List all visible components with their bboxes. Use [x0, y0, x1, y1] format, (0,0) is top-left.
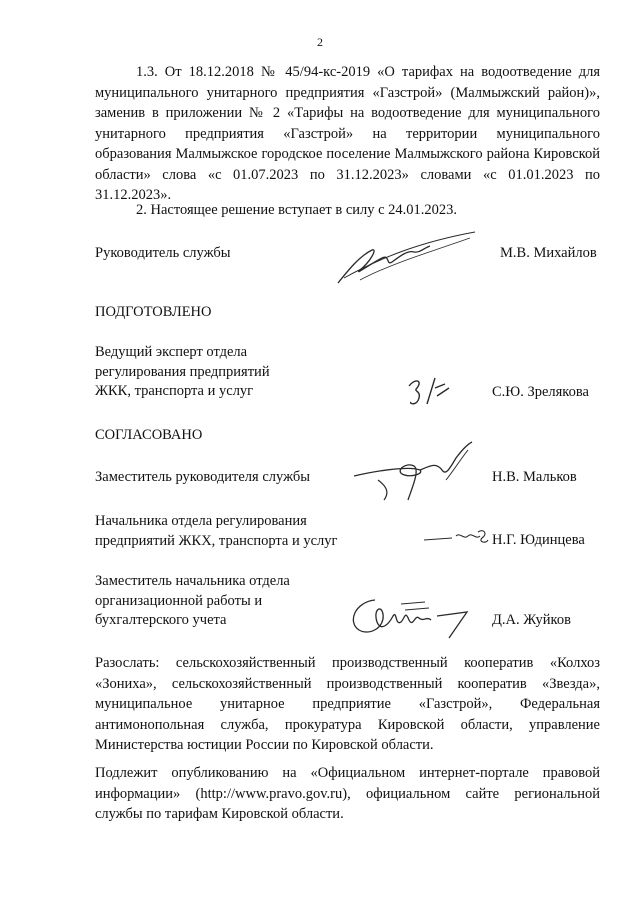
signer-3-signature — [345, 592, 485, 642]
signer-1-role: Заместитель руководителя службы — [95, 469, 311, 485]
publication-note: Подлежит опубликованию на «Официальном интернет-портале правовой информации» (http://www.pravo.gov.ru), официальном сайте региональной службы по тарифам Кировской области. — [95, 765, 600, 822]
paragraph-2: 2. Настоящее решение вступает в силу с 24.01.2023. — [136, 202, 458, 218]
page-number: 2 — [317, 35, 323, 49]
signer-1-signature — [350, 440, 480, 506]
signer-2-role: Начальника отдела регулирования предприятий ЖКХ, транспорта и услуг — [95, 513, 338, 549]
head-name: М.В. Михайлов — [500, 245, 597, 261]
signer-3-name: Д.А. Жуйков — [492, 612, 571, 628]
signer-1-name: Н.В. Мальков — [492, 469, 577, 485]
signer-2-signature — [422, 526, 492, 548]
prepared-heading: ПОДГОТОВЛЕНО — [95, 304, 212, 320]
signer-3-role: Заместитель начальника отдела организационной работы и бухгалтерского учета — [95, 573, 290, 628]
paragraph-1-3: 1.3. От 18.12.2018 № 45/94-кс-2019 «О тарифах на водоотведение для муниципального унитарного предприятия «Газстрой» (Малмыжский район)», заменив в приложении № 2 «Тарифы на водоотведение для муниципального унитарного предприятия «Газстрой» на территории муниципального образования Малмыжское городское поселение Малмыжского района Кировской области» слова «с 01.07.2023 по 31.12.2023» словами «с 01.01.2023 по 31.12.2023». — [95, 64, 600, 203]
prepared-name: С.Ю. Зрелякова — [492, 384, 589, 400]
agreed-heading: СОГЛАСОВАНО — [95, 427, 203, 443]
signer-2-name: Н.Г. Юдинцева — [492, 532, 585, 548]
prepared-signature — [405, 374, 455, 410]
head-role: Руководитель службы — [95, 245, 231, 261]
distribution-list: Разослать: сельскохозяйственный производственный кооператив «Колхоз «Зониха», сельскохозяйственный производственный кооператив «Звезда», муниципальное унитарное предприятие «Газстрой», Федеральная антимонопольная служба, прокуратура Кировской области, управление Министерства юстиции России по Кировской области. — [95, 655, 600, 753]
prepared-role: Ведущий эксперт отдела регулирования предприятий ЖКК, транспорта и услуг — [95, 344, 270, 399]
head-signature — [330, 228, 480, 290]
